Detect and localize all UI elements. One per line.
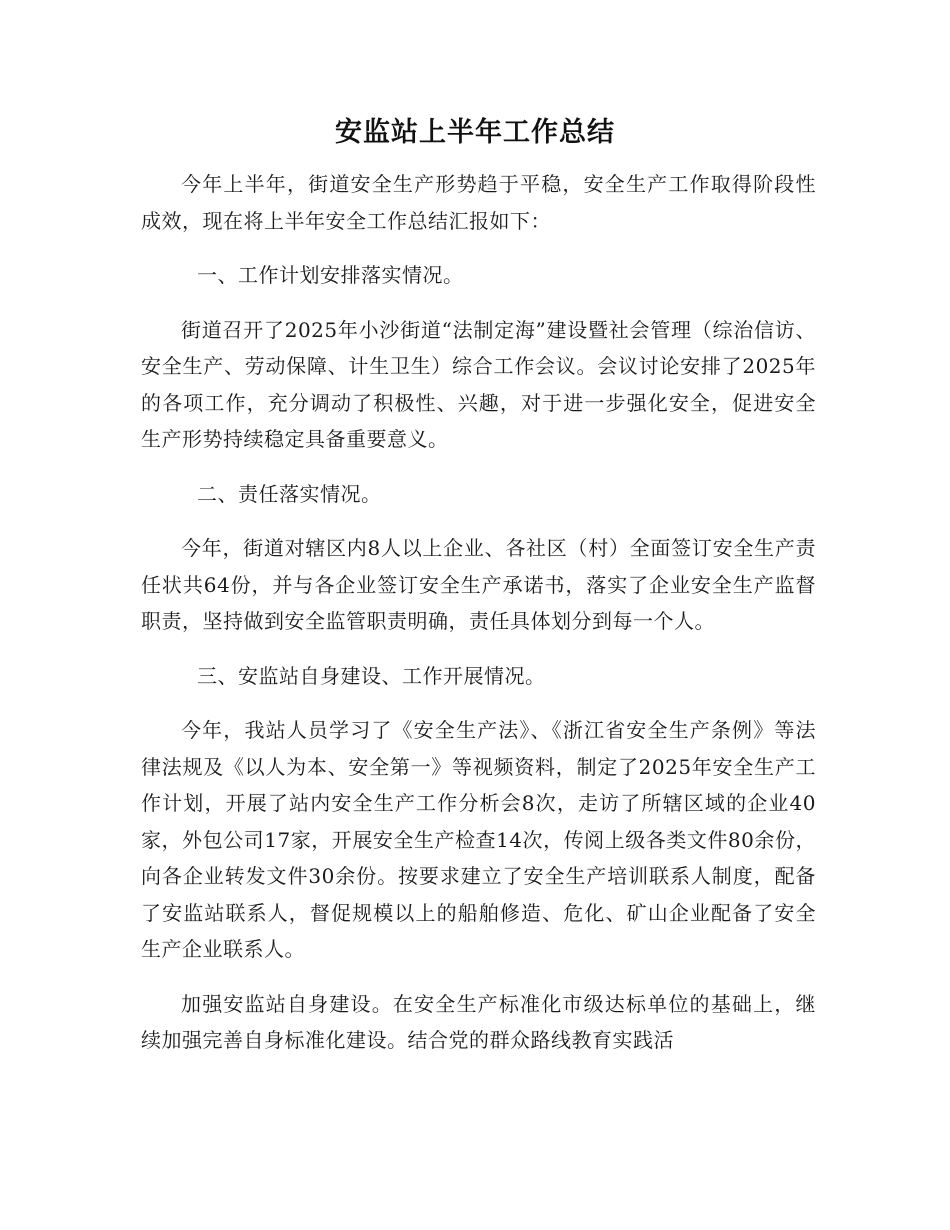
section-2-paragraph: 今年，街道对辖区内8人以上企业、各社区（村）全面签订安全生产责任状共64份，并与各企业签订安全生产承诺书，落实了企业安全生产监督职责，坚持做到安全监管职责明确，责任具体划分到每一个人。 bbox=[141, 536, 816, 633]
section-heading-1: 一、工作计划安排落实情况。 bbox=[197, 263, 464, 287]
section-3-paragraph-continued: 加强安监站自身建设。在安全生产标准化市级达标单位的基础上，继续加强完善自身标准化建设。结合党的群众路线教育实践活 bbox=[141, 991, 816, 1052]
document-title: 安监站上半年工作总结 bbox=[335, 117, 615, 148]
intro-paragraph: 今年上半年，街道安全生产形势趋于平稳，安全生产工作取得阶段性成效，现在将上半年安全工作总结汇报如下： bbox=[141, 172, 816, 233]
document-body bbox=[141, 166, 816, 1077]
section-1-paragraph: 街道召开了2025年小沙街道“法制定海”建设暨社会管理（综治信访、安全生产、劳动保障、计生卫生）综合工作会议。会议讨论安排了2025年的各项工作，充分调动了积极性、兴趣，对于进一步强化安全，促进安全生产形势持续稳定具备重要意义。 bbox=[141, 317, 816, 451]
section-3-paragraph: 今年，我站人员学习了《安全生产法》、《浙江省安全生产条例》等法律法规及《以人为本、安全第一》等视频资料，制定了2025年安全生产工作计划，开展了站内安全生产工作分析会8次，走访了所辖区域的企业40家，外包公司17家，开展安全生产检查14次，传阅上级各类文件80余份，向各企业转发文件30余份。按要求建立了安全生产培训联系人制度，配备了安监站联系人，督促规模以上的船舶修造、危化、矿山企业配备了安全生产企业联系人。 bbox=[141, 718, 816, 961]
section-heading-3: 三、安监站自身建设、工作开展情况。 bbox=[197, 663, 546, 688]
section-heading-2: 二、责任落实情况。 bbox=[197, 481, 382, 506]
